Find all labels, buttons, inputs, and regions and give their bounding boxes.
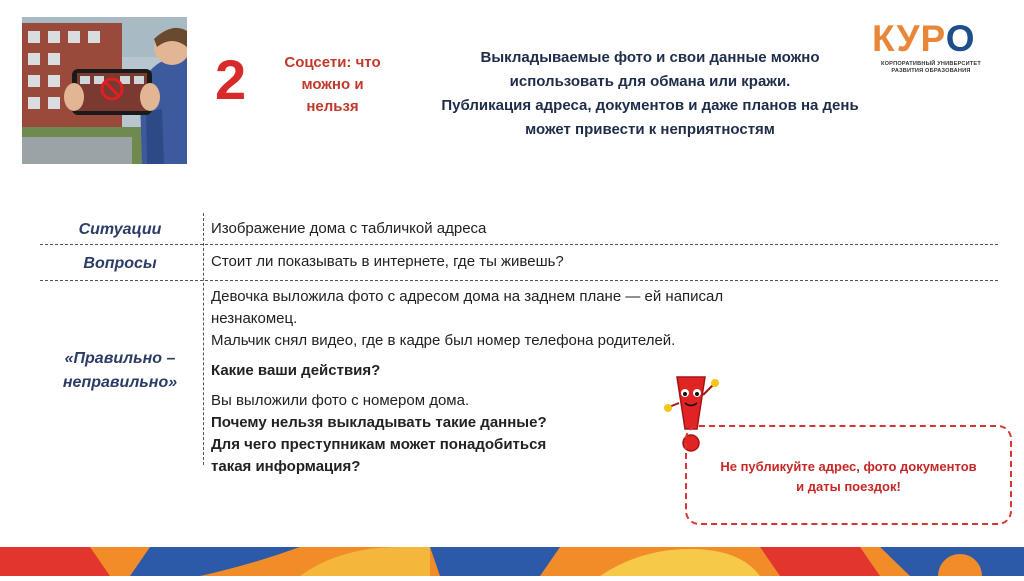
table-row-divider <box>40 280 998 281</box>
topic-line: нельзя <box>306 98 359 115</box>
right-wrong-label-line: неправильно» <box>62 374 178 391</box>
lead-line: использовать для обмана или кражи. <box>509 73 791 90</box>
topic-title <box>270 52 395 118</box>
footer-stripe <box>0 547 1024 576</box>
questions-label: Вопросы <box>83 255 157 272</box>
child-phone-photo <box>22 17 187 164</box>
logo-sub-line: КОРПОРАТИВНЫЙ УНИВЕРСИТЕТ <box>881 61 981 67</box>
rw-line: Мальчик снял видео, где в кадре был номер телефона родителей. <box>211 332 676 349</box>
situations-text: Изображение дома с табличкой адреса <box>211 220 487 237</box>
logo-word-suffix: О <box>945 18 976 59</box>
rw-line: Девочка выложила фото с адресом дома на заднем плане — ей написал незнакомец. <box>211 288 724 327</box>
lead-text <box>400 46 900 142</box>
rw-line: Вы выложили фото с номером дома. <box>211 392 470 409</box>
logo-word-prefix: КУР <box>872 18 946 59</box>
right-wrong-label <box>40 347 200 395</box>
logo-sub-line: РАЗВИТИЯ ОБРАЗОВАНИЯ <box>891 68 971 74</box>
slide-number: 2 <box>215 48 247 111</box>
lead-line: может привести к неприятностям <box>525 121 775 138</box>
lead-line: Выкладываемые фото и свои данные можно <box>480 49 820 66</box>
rw-bold-line: Для чего преступникам может понадобиться <box>211 436 547 453</box>
warning-line: Не публикуйте адрес, фото документов <box>720 459 977 474</box>
table-vertical-divider <box>203 213 204 465</box>
topic-line: можно и <box>301 76 364 93</box>
rw-question: Какие ваши действия? <box>211 362 381 379</box>
warning-line: и даты поездок! <box>796 479 901 494</box>
rw-bold-line: Почему нельзя выкладывать такие данные? <box>211 414 547 431</box>
logo-wordmark <box>872 20 990 57</box>
warning-text <box>687 457 1010 497</box>
topic-line: Соцсети: что <box>284 54 381 71</box>
right-wrong-label-line: «Правильно – <box>64 350 176 367</box>
logo-subtitle <box>872 61 990 75</box>
rw-bold-line: такая информация? <box>211 458 361 475</box>
table-row-divider <box>40 244 998 245</box>
warning-box <box>685 425 1012 525</box>
questions-text: Стоит ли показывать в интернете, где ты живешь? <box>211 253 564 270</box>
lead-line: Публикация адреса, документов и даже планов на день <box>441 97 859 114</box>
situations-label: Ситуации <box>78 221 162 238</box>
kuro-logo <box>872 20 990 90</box>
